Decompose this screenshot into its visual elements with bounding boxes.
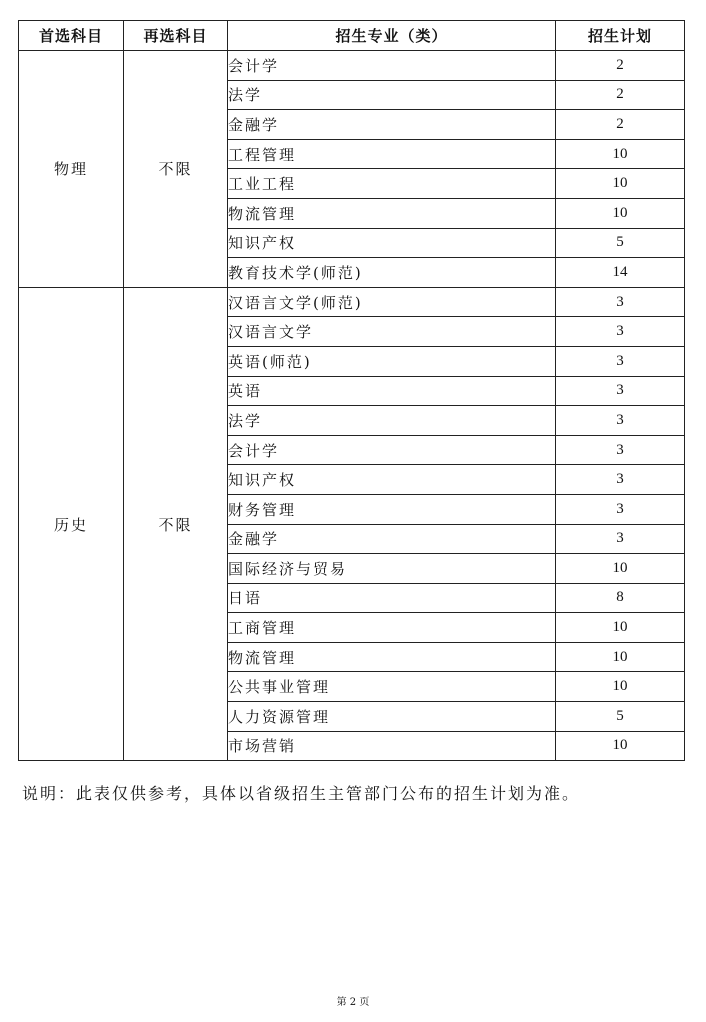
major-cell: 物流管理: [228, 198, 556, 228]
plan-cell: 2: [556, 51, 685, 81]
header-plan: 招生计划: [556, 21, 685, 51]
plan-cell: 10: [556, 169, 685, 199]
major-cell: 市场营销: [228, 731, 556, 761]
major-cell: 英语(师范): [228, 346, 556, 376]
major-cell: 国际经济与贸易: [228, 554, 556, 584]
plan-cell: 14: [556, 258, 685, 288]
major-cell: 知识产权: [228, 228, 556, 258]
plan-cell: 10: [556, 139, 685, 169]
major-cell: 财务管理: [228, 494, 556, 524]
plan-cell: 5: [556, 228, 685, 258]
plan-cell: 3: [556, 465, 685, 495]
major-cell: 法学: [228, 80, 556, 110]
header-major: 招生专业（类）: [228, 21, 556, 51]
major-cell: 法学: [228, 406, 556, 436]
plan-cell: 3: [556, 376, 685, 406]
enrollment-plan-table: [18, 20, 685, 761]
plan-cell: 3: [556, 346, 685, 376]
table-body: [19, 51, 685, 761]
plan-cell: 10: [556, 672, 685, 702]
plan-cell: 10: [556, 642, 685, 672]
major-cell: 日语: [228, 583, 556, 613]
plan-cell: 2: [556, 80, 685, 110]
plan-cell: 3: [556, 494, 685, 524]
major-cell: 工程管理: [228, 139, 556, 169]
table-row: [19, 51, 685, 81]
major-cell: 公共事业管理: [228, 672, 556, 702]
major-cell: 会计学: [228, 435, 556, 465]
major-cell: 英语: [228, 376, 556, 406]
major-cell: 汉语言文学: [228, 317, 556, 347]
header-second-subject: 再选科目: [124, 21, 228, 51]
second-subject-cell: 不限: [124, 287, 228, 761]
first-subject-cell: 物理: [19, 51, 124, 288]
plan-cell: 3: [556, 287, 685, 317]
plan-cell: 10: [556, 731, 685, 761]
plan-cell: 10: [556, 613, 685, 643]
table-row: [19, 287, 685, 317]
plan-cell: 2: [556, 110, 685, 140]
major-cell: 教育技术学(师范): [228, 258, 556, 288]
major-cell: 工商管理: [228, 613, 556, 643]
major-cell: 物流管理: [228, 642, 556, 672]
plan-cell: 3: [556, 524, 685, 554]
table-header: [19, 21, 685, 51]
header-first-subject: 首选科目: [19, 21, 124, 51]
plan-cell: 10: [556, 554, 685, 584]
plan-cell: 3: [556, 435, 685, 465]
header-row: [19, 21, 685, 51]
major-cell: 工业工程: [228, 169, 556, 199]
page-number: 第 2 页: [336, 997, 370, 1008]
plan-cell: 3: [556, 317, 685, 347]
major-cell: 人力资源管理: [228, 702, 556, 732]
major-cell: 金融学: [228, 110, 556, 140]
major-cell: 汉语言文学(师范): [228, 287, 556, 317]
major-cell: 知识产权: [228, 465, 556, 495]
major-cell: 会计学: [228, 51, 556, 81]
plan-cell: 3: [556, 406, 685, 436]
plan-cell: 8: [556, 583, 685, 613]
second-subject-cell: 不限: [124, 51, 228, 288]
major-cell: 金融学: [228, 524, 556, 554]
disclaimer-note: 说明：此表仅供参考，具体以省级招生主管部门公布的招生计划为准。: [22, 784, 581, 803]
plan-cell: 10: [556, 198, 685, 228]
plan-cell: 5: [556, 702, 685, 732]
first-subject-cell: 历史: [19, 287, 124, 761]
